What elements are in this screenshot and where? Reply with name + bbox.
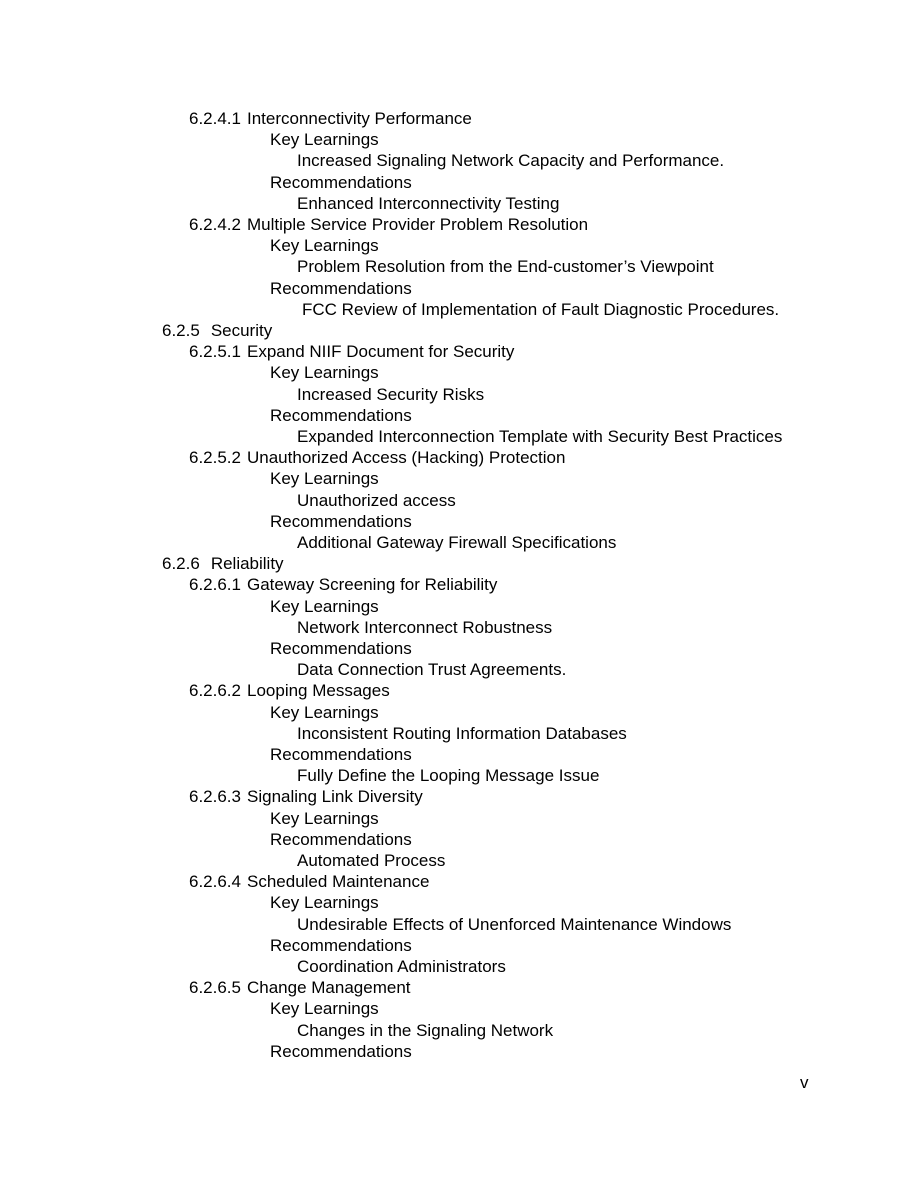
toc-item: Coordination Administrators (297, 957, 506, 976)
toc-category-label: Recommendations (270, 935, 412, 955)
toc-item: Automated Process (297, 851, 446, 870)
toc-category-label: Key Learnings (270, 808, 379, 828)
section-number: 6.2.6.3 (189, 787, 241, 807)
toc-item: Increased Signaling Network Capacity and Performance. (297, 151, 725, 171)
toc-item: Fully Define the Looping Message Issue (297, 766, 600, 786)
toc-category-label: Recommendations (270, 511, 412, 531)
section-number: 6.2.5 (162, 321, 200, 340)
toc-category-label: Key Learnings (270, 469, 379, 489)
toc-section-entry (162, 553, 284, 574)
toc-item: Unauthorized access (297, 490, 456, 510)
toc-category-label: Key Learnings (270, 893, 379, 913)
page-number: v (800, 1073, 809, 1092)
section-number: 6.2.4.2 (189, 215, 241, 234)
toc-subsection-entry (189, 871, 429, 892)
section-number: 6.2.5.2 (189, 448, 241, 468)
section-title: Reliability (210, 554, 284, 574)
section-number: 6.2.6.5 (189, 978, 241, 998)
toc-category-label: Recommendations (270, 1041, 412, 1061)
section-number: 6.2.6 (162, 554, 200, 574)
section-title: Unauthorized Access (Hacking) Protection (247, 448, 566, 468)
section-title: Scheduled Maintenance (247, 872, 430, 892)
toc-category-label: Recommendations (270, 829, 412, 849)
section-number: 6.2.5.1 (189, 342, 241, 362)
toc-item: Undesirable Effects of Unenforced Maintenance Windows (297, 914, 732, 934)
toc-subsection-entry (189, 108, 472, 129)
toc-category-label: Recommendations (270, 745, 412, 764)
section-title: Security (210, 321, 273, 340)
toc-item: Increased Security Risks (297, 384, 485, 404)
toc-subsection-entry (189, 447, 565, 468)
section-number: 6.2.6.4 (189, 872, 241, 892)
section-title: Interconnectivity Performance (247, 109, 472, 128)
toc-item: Problem Resolution from the End-customer’s Viewpoint (297, 257, 714, 277)
toc-subsection-entry (189, 680, 390, 701)
section-title: Looping Messages (247, 681, 390, 701)
toc-item: Network Interconnect Robustness (297, 617, 553, 637)
toc-subsection-entry (189, 977, 411, 998)
toc-item: Changes in the Signaling Network (297, 1020, 554, 1040)
section-title: Expand NIIF Document for Security (247, 342, 515, 362)
toc-category-label: Recommendations (270, 172, 412, 192)
toc-category-label: Recommendations (270, 405, 412, 425)
toc-category-label: Key Learnings (270, 363, 379, 383)
toc-subsection-entry (189, 786, 423, 807)
toc-category-label: Key Learnings (270, 130, 379, 150)
toc-item: Expanded Interconnection Template with Security Best Practices (297, 427, 783, 446)
toc-item: Additional Gateway Firewall Specifications (297, 533, 617, 552)
section-title: Change Management (247, 978, 411, 998)
section-title: Gateway Screening for Reliability (247, 575, 498, 595)
toc-category-label: Key Learnings (270, 596, 379, 616)
section-title: Signaling Link Diversity (247, 787, 423, 807)
section-number: 6.2.4.1 (189, 109, 241, 128)
section-number: 6.2.6.2 (189, 681, 241, 701)
toc-category-label: Recommendations (270, 639, 412, 658)
toc-category-label: Key Learnings (270, 236, 379, 256)
toc-category-label: Key Learnings (270, 999, 379, 1019)
toc-subsection-entry (189, 214, 588, 235)
section-title: Multiple Service Provider Problem Resolution (247, 215, 589, 234)
toc-item: Inconsistent Routing Information Databases (297, 723, 627, 743)
toc-category-label: Key Learnings (270, 702, 379, 722)
toc-category-label: Recommendations (270, 278, 412, 298)
section-number: 6.2.6.1 (189, 575, 241, 595)
toc-item: FCC Review of Implementation of Fault Diagnostic Procedures. (302, 299, 780, 319)
toc-item: Data Connection Trust Agreements. (297, 660, 567, 680)
toc-subsection-entry (189, 574, 497, 595)
toc-item: Enhanced Interconnectivity Testing (297, 193, 560, 213)
toc-section-entry (162, 320, 272, 341)
toc-subsection-entry (189, 341, 514, 362)
